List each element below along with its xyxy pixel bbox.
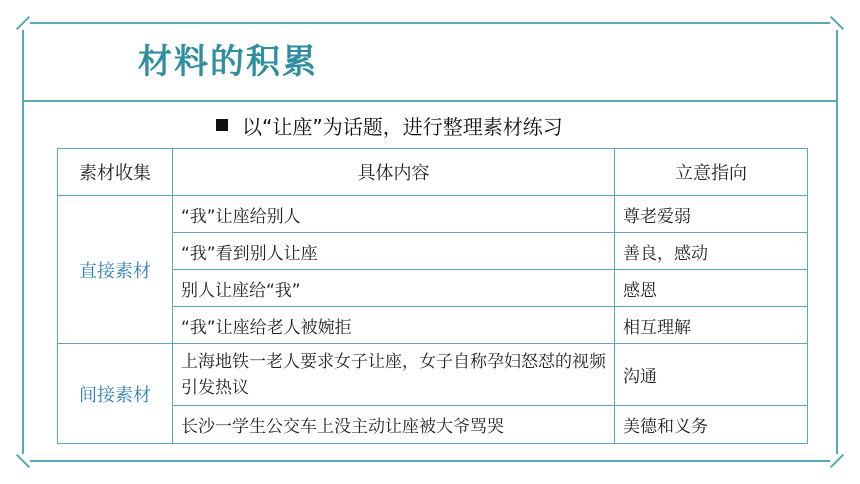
header-cell: 具体内容 [173, 149, 615, 196]
title-divider [22, 100, 838, 102]
page-title: 材料的积累 [138, 42, 318, 82]
frame-corner [16, 454, 30, 468]
purpose-cell: 善良，感动 [615, 233, 808, 270]
content-cell: 别人让座给“我” [173, 270, 615, 307]
table-row [58, 344, 808, 406]
purpose-cell: 美德和义务 [615, 406, 808, 444]
purpose-cell: 沟通 [615, 344, 808, 406]
header-cell: 立意指向 [615, 149, 808, 196]
square-bullet-icon [216, 119, 228, 131]
category-cell: 直接素材 [58, 196, 173, 344]
frame-corner [830, 454, 844, 468]
header-cell: 素材收集 [58, 149, 173, 196]
content-cell: “我”让座给别人 [173, 196, 615, 233]
subtitle [216, 108, 563, 142]
frame-corner [830, 16, 844, 30]
purpose-cell: 感恩 [615, 270, 808, 307]
table-row [58, 196, 808, 233]
purpose-cell: 尊老爱弱 [615, 196, 808, 233]
purpose-cell: 相互理解 [615, 307, 808, 344]
category-cell: 间接素材 [58, 344, 173, 444]
content-cell: 长沙一学生公交车上没主动让座被大爷骂哭 [173, 406, 615, 444]
frame-corner [16, 16, 30, 30]
content-cell: “我”看到别人让座 [173, 233, 615, 270]
subtitle-text: 以“让座”为话题，进行整理素材练习 [242, 114, 563, 139]
table-header-row [58, 149, 808, 196]
content-cell: 上海地铁一老人要求女子让座，女子自称孕妇怒怼的视频引发热议 [173, 344, 615, 406]
content-cell: “我”让座给老人被婉拒 [173, 307, 615, 344]
material-table [57, 148, 808, 444]
